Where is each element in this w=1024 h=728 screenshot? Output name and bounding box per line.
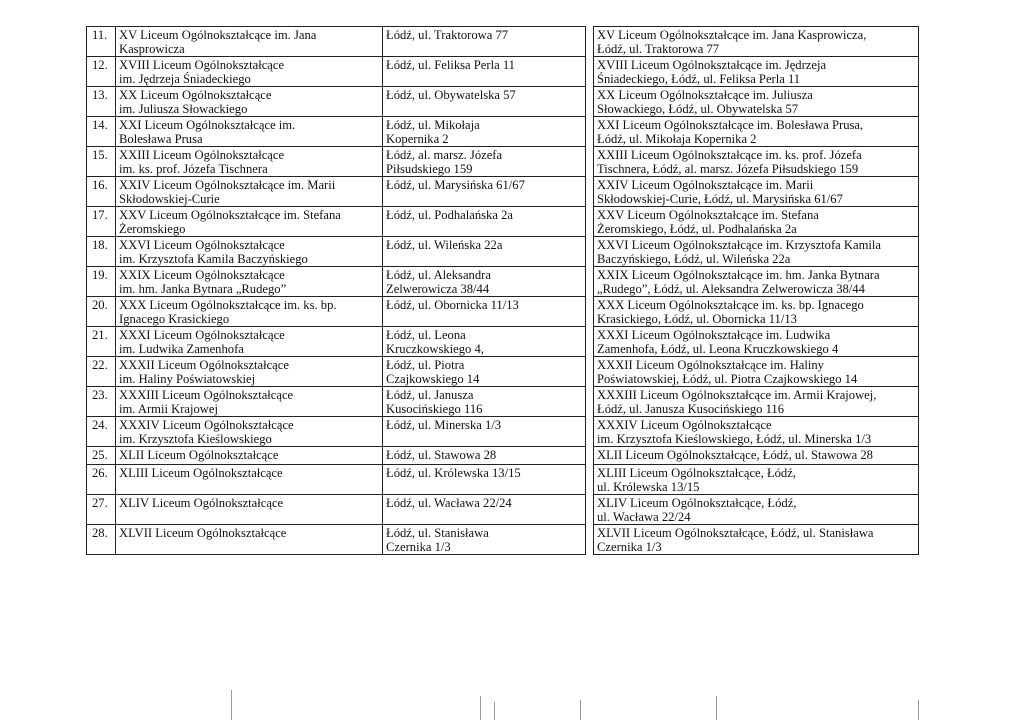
full-description-cell — [594, 495, 919, 525]
table-row — [87, 465, 919, 495]
full-description-cell-line: Słowackiego, Łódź, ul. Obywatelska 57 — [597, 102, 799, 116]
school-name-cell-line: XXXII Liceum Ogólnokształcące — [119, 358, 289, 372]
column-gap — [586, 465, 594, 495]
full-description-cell — [594, 147, 919, 177]
school-name-cell-line: XLII Liceum Ogólnokształcące — [119, 448, 279, 462]
address-cell — [383, 117, 586, 147]
address-cell-line: Łódź, ul. Stawowa 28 — [386, 448, 497, 462]
school-name-cell-line: im. Haliny Poświatowskiej — [119, 372, 256, 386]
table-row — [87, 207, 919, 237]
full-description-cell-line: Żeromskiego, Łódź, ul. Podhalańska 2a — [597, 222, 797, 236]
school-name-cell-line: Skłodowskiej-Curie — [119, 192, 220, 206]
school-name-cell-line: XXXI Liceum Ogólnokształcące — [119, 328, 285, 342]
column-gap — [586, 495, 594, 525]
address-cell — [383, 267, 586, 297]
full-description-cell — [594, 297, 919, 327]
row-number: 18. — [87, 237, 116, 267]
school-name-cell — [116, 357, 383, 387]
address-cell-line: Kusocińskiego 116 — [386, 402, 483, 416]
school-name-cell — [116, 417, 383, 447]
scan-artifact-mark — [494, 702, 495, 720]
full-description-cell-line: XLII Liceum Ogólnokształcące, Łódź, ul. Stawowa 28 — [597, 448, 873, 462]
address-cell-line: Łódź, al. marsz. Józefa — [386, 148, 503, 162]
column-gap — [586, 447, 594, 465]
column-gap — [586, 177, 594, 207]
address-cell — [383, 57, 586, 87]
full-description-cell-line: XXXII Liceum Ogólnokształcące im. Haliny — [597, 358, 824, 372]
school-name-cell-line: XV Liceum Ogólnokształcące im. Jana — [119, 28, 317, 42]
row-number: 22. — [87, 357, 116, 387]
full-description-cell-line: Skłodowskiej-Curie, Łódź, ul. Marysińska 61/67 — [597, 192, 843, 206]
school-name-cell-line: XLIV Liceum Ogólnokształcące — [119, 496, 284, 510]
school-list-table — [86, 26, 919, 555]
address-cell — [383, 417, 586, 447]
full-description-cell-line: Baczyńskiego, Łódź, ul. Wileńska 22a — [597, 252, 791, 266]
full-description-cell-line: XLVII Liceum Ogólnokształcące, Łódź, ul. Stanisława — [597, 526, 874, 540]
row-number: 19. — [87, 267, 116, 297]
full-description-cell-line: Łódź, ul. Janusza Kusocińskiego 116 — [597, 402, 785, 416]
full-description-cell — [594, 357, 919, 387]
full-description-cell — [594, 267, 919, 297]
address-cell-line: Łódź, ul. Wileńska 22a — [386, 238, 503, 252]
address-cell-line: Łódź, ul. Marysińska 61/67 — [386, 178, 525, 192]
full-description-cell-line: Czernika 1/3 — [597, 540, 662, 554]
row-number: 23. — [87, 387, 116, 417]
full-description-cell-line: XXXIV Liceum Ogólnokształcące — [597, 418, 772, 432]
address-cell — [383, 27, 586, 57]
row-number: 21. — [87, 327, 116, 357]
full-description-cell-line: XXVI Liceum Ogólnokształcące im. Krzysztofa Kamila — [597, 238, 881, 252]
school-name-cell-line: im. Krzysztofa Kieślowskiego — [119, 432, 272, 446]
column-gap — [586, 525, 594, 555]
address-cell-line: Łódź, ul. Janusza — [386, 388, 474, 402]
row-number: 11. — [87, 27, 116, 57]
address-cell — [383, 297, 586, 327]
column-gap — [586, 387, 594, 417]
school-name-cell — [116, 27, 383, 57]
school-name-cell — [116, 465, 383, 495]
column-gap — [586, 237, 594, 267]
scan-artifact-mark — [231, 690, 232, 720]
full-description-cell — [594, 465, 919, 495]
row-number: 26. — [87, 465, 116, 495]
school-name-cell — [116, 525, 383, 555]
full-description-cell-line: XXIV Liceum Ogólnokształcące im. Marii — [597, 178, 814, 192]
row-number: 27. — [87, 495, 116, 525]
table-row — [87, 495, 919, 525]
school-name-cell — [116, 327, 383, 357]
school-name-cell — [116, 237, 383, 267]
scan-artifact-mark — [918, 700, 919, 720]
full-description-cell-line: Śniadeckiego, Łódź, ul. Feliksa Perla 11 — [597, 72, 801, 86]
address-cell-line: Łódź, ul. Aleksandra — [386, 268, 491, 282]
full-description-cell — [594, 327, 919, 357]
full-description-cell — [594, 525, 919, 555]
table-row — [87, 417, 919, 447]
school-name-cell-line: Bolesława Prusa — [119, 132, 203, 146]
address-cell — [383, 177, 586, 207]
table-row — [87, 447, 919, 465]
full-description-cell-line: Łódź, ul. Mikołaja Kopernika 2 — [597, 132, 757, 146]
row-number: 17. — [87, 207, 116, 237]
column-gap — [586, 327, 594, 357]
school-name-cell-line: Żeromskiego — [119, 222, 186, 236]
full-description-cell — [594, 447, 919, 465]
school-name-cell — [116, 387, 383, 417]
row-number: 24. — [87, 417, 116, 447]
school-name-cell-line: XXX Liceum Ogólnokształcące im. ks. bp. — [119, 298, 337, 312]
school-name-cell — [116, 447, 383, 465]
row-number: 12. — [87, 57, 116, 87]
full-description-cell-line: XXX Liceum Ogólnokształcące im. ks. bp. Ignacego — [597, 298, 864, 312]
full-description-cell-line: XXI Liceum Ogólnokształcące im. Bolesława Prusa, — [597, 118, 864, 132]
address-cell-line: Łódź, ul. Podhalańska 2a — [386, 208, 513, 222]
table-row — [87, 525, 919, 555]
school-name-cell — [116, 267, 383, 297]
row-number: 13. — [87, 87, 116, 117]
address-cell — [383, 207, 586, 237]
full-description-cell-line: ul. Wacława 22/24 — [597, 510, 691, 524]
column-gap — [586, 117, 594, 147]
address-cell-line: Łódź, ul. Feliksa Perla 11 — [386, 58, 515, 72]
school-name-cell-line: XLVII Liceum Ogólnokształcące — [119, 526, 287, 540]
column-gap — [586, 357, 594, 387]
table-row — [87, 297, 919, 327]
address-cell-line: Łódź, ul. Obywatelska 57 — [386, 88, 516, 102]
table-row — [87, 267, 919, 297]
school-name-cell-line: im. hm. Janka Bytnara „Rudego” — [119, 282, 287, 296]
column-gap — [586, 147, 594, 177]
school-name-cell-line: im. Juliusza Słowackiego — [119, 102, 248, 116]
school-name-cell-line: im. Jędrzeja Śniadeckiego — [119, 72, 251, 86]
address-cell-line: Kopernika 2 — [386, 132, 449, 146]
school-name-cell-line: XXIV Liceum Ogólnokształcące im. Marii — [119, 178, 336, 192]
column-gap — [586, 57, 594, 87]
school-name-cell-line: XXI Liceum Ogólnokształcące im. — [119, 118, 296, 132]
table-row — [87, 147, 919, 177]
full-description-cell-line: ul. Królewska 13/15 — [597, 480, 700, 494]
school-name-cell-line: XVIII Liceum Ogólnokształcące — [119, 58, 285, 72]
address-cell-line: Łódź, ul. Królewska 13/15 — [386, 466, 521, 480]
table-row — [87, 57, 919, 87]
full-description-cell-line: Zamenhofa, Łódź, ul. Leona Kruczkowskiego 4 — [597, 342, 839, 356]
column-gap — [586, 207, 594, 237]
school-name-cell-line: XLIII Liceum Ogólnokształcące — [119, 466, 283, 480]
school-name-cell — [116, 177, 383, 207]
full-description-cell — [594, 207, 919, 237]
address-cell — [383, 87, 586, 117]
table-row — [87, 177, 919, 207]
address-cell-line: Łódź, ul. Obornicka 11/13 — [386, 298, 519, 312]
school-name-cell-line: XXIII Liceum Ogólnokształcące — [119, 148, 285, 162]
full-description-cell-line: XLIII Liceum Ogólnokształcące, Łódź, — [597, 466, 796, 480]
row-number: 25. — [87, 447, 116, 465]
school-name-cell-line: Ignacego Krasickiego — [119, 312, 230, 326]
full-description-cell-line: „Rudego”, Łódź, ul. Aleksandra Zelwerowicza 38/44 — [597, 282, 865, 296]
full-description-cell — [594, 117, 919, 147]
address-cell-line: Łódź, ul. Wacława 22/24 — [386, 496, 512, 510]
school-name-cell-line: XXXIV Liceum Ogólnokształcące — [119, 418, 294, 432]
row-number: 14. — [87, 117, 116, 147]
full-description-cell-line: Tischnera, Łódź, al. marsz. Józefa Piłsudskiego 159 — [597, 162, 859, 176]
row-number: 28. — [87, 525, 116, 555]
row-number: 16. — [87, 177, 116, 207]
table-row — [87, 357, 919, 387]
full-description-cell-line: XVIII Liceum Ogólnokształcące im. Jędrzeja — [597, 58, 827, 72]
address-cell — [383, 525, 586, 555]
table-row — [87, 117, 919, 147]
school-name-cell — [116, 495, 383, 525]
table-row — [87, 387, 919, 417]
address-cell-line: Łódź, ul. Minerska 1/3 — [386, 418, 502, 432]
school-name-cell-line: XXVI Liceum Ogólnokształcące — [119, 238, 285, 252]
address-cell-line: Łódź, ul. Leona — [386, 328, 466, 342]
school-name-cell — [116, 207, 383, 237]
address-cell — [383, 357, 586, 387]
full-description-cell-line: XXV Liceum Ogólnokształcące im. Stefana — [597, 208, 819, 222]
full-description-cell — [594, 387, 919, 417]
full-description-cell — [594, 417, 919, 447]
column-gap — [586, 87, 594, 117]
column-gap — [586, 27, 594, 57]
table-row — [87, 87, 919, 117]
school-name-cell-line: XXXIII Liceum Ogólnokształcące — [119, 388, 294, 402]
column-gap — [586, 417, 594, 447]
table-row — [87, 237, 919, 267]
row-number: 20. — [87, 297, 116, 327]
full-description-cell-line: im. Krzysztofa Kieślowskiego, Łódź, ul. Minerska 1/3 — [597, 432, 872, 446]
school-name-cell — [116, 147, 383, 177]
table-body — [87, 27, 919, 555]
school-name-cell — [116, 297, 383, 327]
full-description-cell-line: XXXI Liceum Ogólnokształcące im. Ludwika — [597, 328, 831, 342]
address-cell-line: Łódź, ul. Stanisława — [386, 526, 489, 540]
school-name-cell — [116, 57, 383, 87]
address-cell-line: Łódź, ul. Piotra — [386, 358, 465, 372]
full-description-cell — [594, 87, 919, 117]
address-cell-line: Łódź, ul. Traktorowa 77 — [386, 28, 509, 42]
address-cell — [383, 237, 586, 267]
address-cell-line: Kruczkowskiego 4, — [386, 342, 484, 356]
column-gap — [586, 267, 594, 297]
school-name-cell-line: im. Armii Krajowej — [119, 402, 218, 416]
address-cell — [383, 387, 586, 417]
address-cell-line: Czajkowskiego 14 — [386, 372, 480, 386]
address-cell-line: Czernika 1/3 — [386, 540, 451, 554]
address-cell-line: Piłsudskiego 159 — [386, 162, 473, 176]
full-description-cell-line: Krasickiego, Łódź, ul. Obornicka 11/13 — [597, 312, 797, 326]
scan-artifact-mark — [480, 696, 481, 720]
address-cell — [383, 495, 586, 525]
school-name-cell-line: im. ks. prof. Józefa Tischnera — [119, 162, 268, 176]
address-cell — [383, 465, 586, 495]
school-name-cell-line: XXV Liceum Ogólnokształcące im. Stefana — [119, 208, 341, 222]
full-description-cell-line: XXIX Liceum Ogólnokształcące im. hm. Janka Bytnara — [597, 268, 880, 282]
full-description-cell-line: Łódź, ul. Traktorowa 77 — [597, 42, 720, 56]
full-description-cell-line: XV Liceum Ogólnokształcące im. Jana Kasprowicza, — [597, 28, 867, 42]
row-number: 15. — [87, 147, 116, 177]
school-name-cell — [116, 87, 383, 117]
table-row — [87, 27, 919, 57]
scan-artifact-mark — [580, 700, 581, 720]
scan-artifact-mark — [716, 696, 717, 720]
school-name-cell-line: XXIX Liceum Ogólnokształcące — [119, 268, 285, 282]
school-name-cell-line: im. Krzysztofa Kamila Baczyńskiego — [119, 252, 308, 266]
full-description-cell-line: XXIII Liceum Ogólnokształcące im. ks. prof. Józefa — [597, 148, 862, 162]
school-name-cell-line: im. Ludwika Zamenhofa — [119, 342, 244, 356]
full-description-cell — [594, 177, 919, 207]
address-cell — [383, 447, 586, 465]
school-name-cell — [116, 117, 383, 147]
full-description-cell-line: XX Liceum Ogólnokształcące im. Juliusza — [597, 88, 813, 102]
address-cell-line: Zelwerowicza 38/44 — [386, 282, 490, 296]
full-description-cell-line: Poświatowskiej, Łódź, ul. Piotra Czajkowskiego 14 — [597, 372, 858, 386]
address-cell-line: Łódź, ul. Mikołaja — [386, 118, 480, 132]
address-cell — [383, 327, 586, 357]
address-cell — [383, 147, 586, 177]
column-gap — [586, 297, 594, 327]
full-description-cell-line: XLIV Liceum Ogólnokształcące, Łódź, — [597, 496, 797, 510]
school-name-cell-line: Kasprowicza — [119, 42, 185, 56]
table-row — [87, 327, 919, 357]
full-description-cell — [594, 237, 919, 267]
school-name-cell-line: XX Liceum Ogólnokształcące — [119, 88, 272, 102]
full-description-cell — [594, 27, 919, 57]
full-description-cell — [594, 57, 919, 87]
full-description-cell-line: XXXIII Liceum Ogólnokształcące im. Armii Krajowej, — [597, 388, 877, 402]
